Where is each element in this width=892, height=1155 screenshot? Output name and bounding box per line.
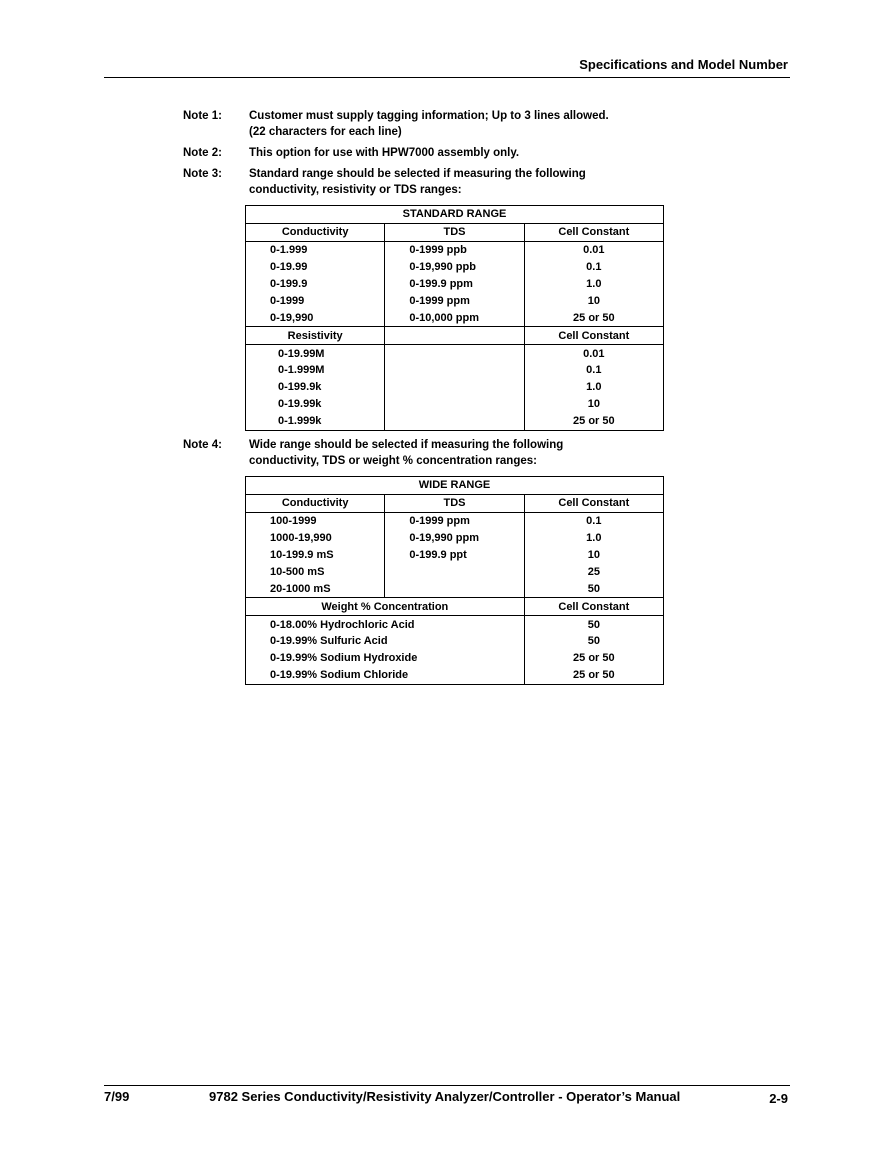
- column-header: TDS: [385, 494, 524, 512]
- table-cell: 0-19.99% Sodium Hydroxide: [246, 650, 525, 667]
- table-cell: 0-19.99% Sodium Chloride: [246, 667, 525, 684]
- table-cell: 0-19.99M: [246, 345, 385, 362]
- table-cell: 10: [587, 398, 600, 411]
- table-row: [246, 413, 664, 430]
- note-label: Note 4:: [183, 439, 222, 451]
- footer-manual-title: 9782 Series Conductivity/Resistivity Analyzer/Controller - Operator’s Manual: [209, 1089, 681, 1104]
- note-label: Note 1:: [183, 110, 222, 122]
- table-row: [246, 276, 664, 293]
- table-cell: 0-199.9: [246, 276, 385, 293]
- note-line: Customer must supply tagging information; Up to 3 lines allowed.: [249, 110, 609, 122]
- table-cell: 0-19,990 ppb: [385, 259, 524, 276]
- table-cell: 10: [587, 294, 600, 307]
- table-cell: [385, 345, 524, 362]
- table-cell: 0-19.99k: [246, 396, 385, 413]
- column-header: Cell Constant: [524, 327, 663, 345]
- table-cell: 0-1999 ppb: [385, 241, 524, 258]
- table-cell: 10: [587, 549, 600, 561]
- table-cell: 10-199.9 mS: [246, 547, 385, 564]
- table-row: [246, 633, 664, 650]
- table-cell: 50: [587, 582, 600, 595]
- table-cell: 100-1999: [246, 512, 385, 529]
- table-row: [246, 547, 664, 564]
- note-line: This option for use with HPW7000 assembly only.: [249, 147, 520, 159]
- table-cell: [385, 396, 524, 413]
- note-line: (22 characters for each line): [249, 126, 402, 138]
- table-cell: 20-1000 mS: [246, 580, 385, 597]
- table-cell: 0-1.999: [246, 241, 385, 258]
- table-cell: 0-199.9k: [246, 379, 385, 396]
- wide-range-table: [245, 476, 664, 685]
- table-cell: 0.1: [586, 364, 602, 377]
- column-header: Conductivity: [246, 494, 385, 512]
- table-cell: 0-19,990 ppm: [385, 530, 524, 547]
- footer-date: 7/99: [104, 1089, 130, 1104]
- table-cell: 0-1999 ppm: [385, 292, 524, 309]
- standard-range-table: [245, 205, 664, 431]
- table-row: [246, 396, 664, 413]
- table-cell: [385, 413, 524, 430]
- header-rule: [104, 77, 790, 78]
- table-row: [246, 512, 664, 529]
- table-row: [246, 292, 664, 309]
- table-row: [246, 345, 664, 362]
- table-row: [246, 667, 664, 684]
- table-cell: [385, 362, 524, 379]
- table-cell: 0.1: [586, 261, 602, 274]
- column-header: TDS: [385, 223, 524, 241]
- table-cell: 0-19.99: [246, 259, 385, 276]
- note-line: conductivity, resistivity or TDS ranges:: [249, 184, 462, 196]
- column-header: Weight % Concentration: [246, 598, 525, 616]
- table-cell: 1.0: [586, 381, 602, 394]
- table-row: [246, 309, 664, 326]
- table-cell: 50: [587, 618, 600, 631]
- table-cell: 0.01: [583, 347, 605, 360]
- table-row: [246, 563, 664, 580]
- table-cell: 0-1.999k: [246, 413, 385, 430]
- column-header: Cell Constant: [524, 598, 663, 616]
- table-row: [246, 379, 664, 396]
- column-header: Conductivity: [246, 223, 385, 241]
- note-line: Wide range should be selected if measuring the following: [249, 439, 564, 451]
- table-cell: [385, 379, 524, 396]
- table-cell: 25 or 50: [573, 415, 615, 428]
- table-cell: 0-19.99% Sulfuric Acid: [246, 633, 525, 650]
- table-cell: [385, 580, 524, 597]
- table-cell: 0-1999 ppm: [385, 512, 524, 529]
- table-cell: 0-1999: [246, 292, 385, 309]
- table-title: WIDE RANGE: [246, 477, 664, 495]
- table-cell: 50: [587, 635, 600, 648]
- table-title: STANDARD RANGE: [246, 206, 664, 224]
- table-row: [246, 362, 664, 379]
- table-cell: 0.1: [586, 515, 602, 528]
- footer-rule: [104, 1085, 790, 1086]
- table-cell: 0.01: [583, 244, 605, 257]
- table-cell: 25 or 50: [573, 652, 615, 665]
- table-cell: 1.0: [586, 278, 602, 290]
- table-cell: 0-199.9 ppt: [385, 547, 524, 564]
- table-cell: 1000-19,990: [246, 530, 385, 547]
- table-cell: [385, 563, 524, 580]
- table-cell: 0-1.999M: [246, 362, 385, 379]
- table-row: [246, 530, 664, 547]
- page-header-title: Specifications and Model Number: [579, 57, 788, 72]
- column-header: Cell Constant: [524, 223, 663, 241]
- note-label: Note 3:: [183, 168, 222, 180]
- table-cell: 0-10,000 ppm: [385, 309, 524, 326]
- page-number: 2-9: [769, 1091, 788, 1106]
- table-cell: 1.0: [586, 532, 602, 545]
- table-cell: 25 or 50: [573, 311, 615, 324]
- table-cell: 0-199.9 ppm: [385, 276, 524, 293]
- column-header: Cell Constant: [524, 494, 663, 512]
- note-label: Note 2:: [183, 147, 222, 159]
- column-header: Resistivity: [246, 327, 385, 345]
- table-row: [246, 650, 664, 667]
- table-row: [246, 616, 664, 633]
- column-header: [385, 327, 524, 345]
- table-row: [246, 580, 664, 597]
- table-cell: 25 or 50: [573, 669, 615, 682]
- table-row: [246, 259, 664, 276]
- note-line: conductivity, TDS or weight % concentration ranges:: [249, 455, 537, 467]
- table-row: [246, 241, 664, 258]
- table-cell: 25: [587, 565, 600, 578]
- note-line: Standard range should be selected if measuring the following: [249, 168, 586, 180]
- table-cell: 0-19,990: [246, 309, 385, 326]
- table-cell: 0-18.00% Hydrochloric Acid: [246, 616, 525, 633]
- table-cell: 10-500 mS: [246, 563, 385, 580]
